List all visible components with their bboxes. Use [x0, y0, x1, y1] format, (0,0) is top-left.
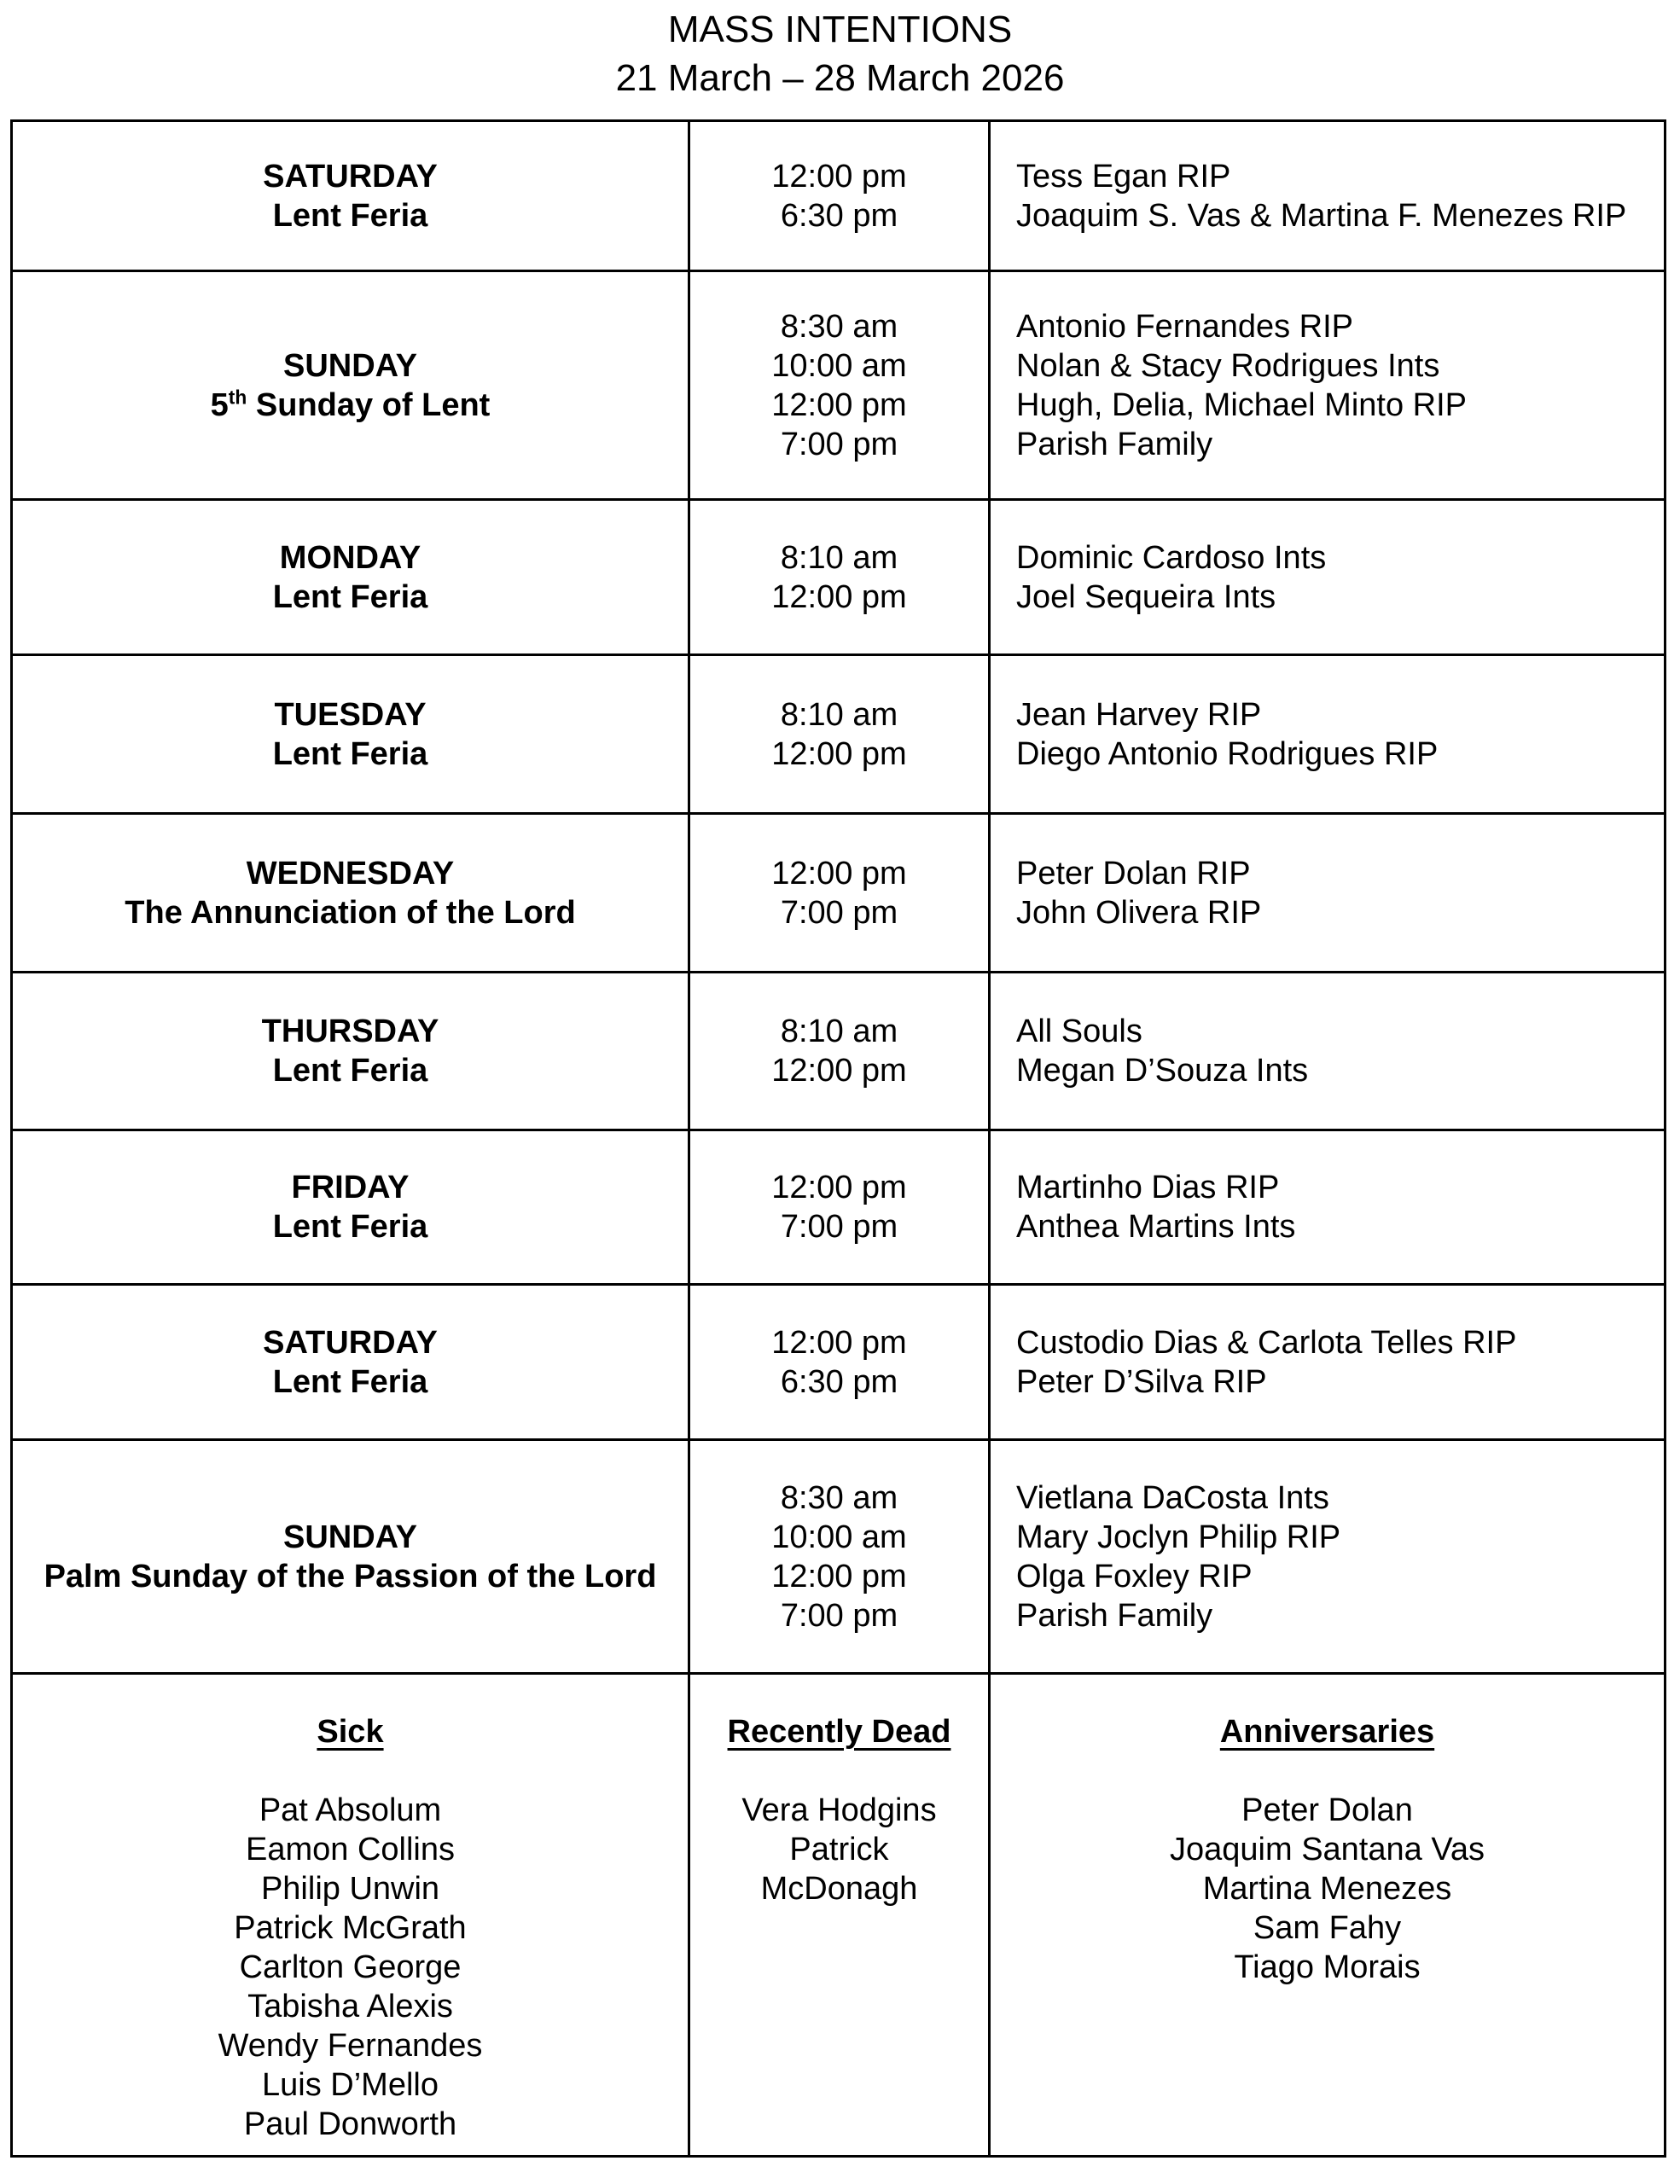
- memorial-section: [12, 1674, 1665, 2157]
- day-name: SATURDAY: [263, 158, 438, 195]
- sick-header: Sick: [317, 1714, 384, 1750]
- intentions-cell: [990, 973, 1665, 1130]
- anniversaries-name-list: [991, 1791, 1664, 1987]
- sick-name-list: [13, 1791, 688, 2144]
- intentions-cell: [990, 655, 1665, 814]
- mass-intention: Dominic Cardoso Ints: [1016, 539, 1327, 576]
- times-cell: [689, 655, 990, 814]
- mass-time: 12:00 pm: [771, 1558, 907, 1594]
- mass-intention: Diego Antonio Rodrigues RIP: [1016, 735, 1439, 772]
- mass-time: 8:10 am: [780, 1014, 898, 1049]
- times-cell: [689, 121, 990, 271]
- day-cell: [12, 500, 689, 655]
- mass-time: 7:00 pm: [780, 1597, 898, 1634]
- mass-intention: Jean Harvey RIP: [1016, 696, 1262, 733]
- times-cell: [689, 814, 990, 973]
- intentions-cell: [990, 1285, 1665, 1440]
- name-line: Martina Menezes: [1202, 1871, 1452, 1907]
- mass-intention: John Olivera RIP: [1016, 894, 1262, 931]
- page-title: MASS INTENTIONS: [667, 9, 1013, 50]
- name-line: Vera Hodgins: [741, 1792, 937, 1828]
- mass-time: 6:30 pm: [780, 197, 898, 234]
- mass-intention: Tess Egan RIP: [1016, 158, 1231, 195]
- mass-time: 7:00 pm: [780, 894, 898, 931]
- mass-time: 6:30 pm: [780, 1363, 898, 1400]
- name-line: Tiago Morais: [1234, 1949, 1421, 1985]
- intentions-cell: [990, 500, 1665, 655]
- times-cell: [689, 973, 990, 1130]
- schedule-row: [12, 973, 1665, 1130]
- intentions-cell: [990, 271, 1665, 500]
- mass-time: 12:00 pm: [771, 578, 907, 615]
- name-line: Patrick McDonagh: [760, 1832, 918, 1907]
- times-cell: [689, 500, 990, 655]
- mass-intention: Peter Dolan RIP: [1016, 855, 1251, 892]
- feast-name: Lent Feria: [272, 578, 428, 615]
- mass-intention: Anthea Martins Ints: [1016, 1209, 1296, 1245]
- mass-time: 12:00 pm: [771, 1053, 907, 1089]
- day-cell: [12, 973, 689, 1130]
- mass-time: 12:00 pm: [771, 735, 907, 772]
- mass-intention: Mary Joclyn Philip RIP: [1016, 1519, 1341, 1555]
- day-cell: [12, 1440, 689, 1674]
- day-name: TUESDAY: [274, 696, 427, 733]
- mass-intentions-table: [10, 119, 1666, 2158]
- intentions-cell: [990, 814, 1665, 973]
- mass-intention: Antonio Fernandes RIP: [1016, 308, 1354, 345]
- day-cell: [12, 1285, 689, 1440]
- feast-name: Lent Feria: [272, 1363, 428, 1400]
- name-line: Sam Fahy: [1253, 1910, 1402, 1946]
- intentions-cell: [990, 1440, 1665, 1674]
- anniversaries-header: Anniversaries: [1219, 1714, 1435, 1750]
- times-cell: [689, 1285, 990, 1440]
- day-name: WEDNESDAY: [246, 855, 455, 892]
- day-cell: [12, 271, 689, 500]
- mass-intention: Custodio Dias & Carlota Telles RIP: [1016, 1324, 1517, 1361]
- mass-time: 12:00 pm: [771, 1324, 907, 1361]
- sick-cell: [12, 1674, 689, 2157]
- times-cell: [689, 1130, 990, 1285]
- mass-intention: All Souls: [1016, 1014, 1142, 1049]
- day-cell: [12, 814, 689, 973]
- name-line: Wendy Fernandes: [218, 2028, 483, 2064]
- schedule-section: [12, 121, 1665, 1674]
- memorial-row: [12, 1674, 1665, 2157]
- feast-name: Palm Sunday of the Passion of the Lord: [44, 1558, 657, 1594]
- mass-intention: Joaquim S. Vas & Martina F. Menezes RIP: [1016, 197, 1627, 234]
- feast-name: Lent Feria: [272, 197, 428, 234]
- mass-intention: Vietlana DaCosta Ints: [1016, 1479, 1329, 1516]
- mass-time: 12:00 pm: [771, 855, 907, 892]
- recently-dead-cell: [689, 1674, 990, 2157]
- feast-name: Lent Feria: [272, 735, 428, 772]
- day-name: SATURDAY: [263, 1324, 438, 1361]
- feast-name: The Annunciation of the Lord: [125, 894, 576, 931]
- mass-time: 12:00 pm: [771, 1170, 907, 1205]
- name-line: Philip Unwin: [260, 1871, 440, 1907]
- feast-name: 5th Sunday of Lent: [210, 385, 491, 423]
- day-name: MONDAY: [279, 539, 421, 576]
- mass-intention: Parish Family: [1016, 1597, 1213, 1634]
- day-cell: [12, 655, 689, 814]
- day-name: SUNDAY: [283, 1519, 417, 1555]
- mass-intention: Joel Sequeira Ints: [1016, 578, 1276, 615]
- mass-time: 8:10 am: [780, 539, 898, 576]
- times-cell: [689, 271, 990, 500]
- mass-time: 8:30 am: [780, 1479, 898, 1516]
- schedule-row: [12, 814, 1665, 973]
- mass-time: 12:00 pm: [771, 158, 907, 195]
- mass-time: 12:00 pm: [771, 386, 907, 423]
- feast-name: Lent Feria: [272, 1209, 428, 1245]
- name-line: Carlton George: [239, 1949, 462, 1985]
- name-line: Paul Donworth: [243, 2106, 457, 2142]
- mass-intention: Peter D’Silva RIP: [1016, 1363, 1267, 1400]
- schedule-row: [12, 121, 1665, 271]
- day-name: THURSDAY: [261, 1014, 439, 1049]
- schedule-row: [12, 500, 1665, 655]
- mass-intention: Parish Family: [1016, 426, 1213, 462]
- mass-time: 10:00 am: [771, 1519, 907, 1555]
- day-cell: [12, 1130, 689, 1285]
- anniversaries-cell: [990, 1674, 1665, 2157]
- name-line: Luis D’Mello: [262, 2067, 439, 2103]
- mass-intention: Megan D’Souza Ints: [1016, 1053, 1309, 1089]
- schedule-row: [12, 655, 1665, 814]
- mass-time: 8:10 am: [780, 696, 898, 733]
- schedule-row: [12, 1130, 1665, 1285]
- recently-dead-name-list: [715, 1791, 964, 1908]
- name-line: Tabisha Alexis: [247, 1989, 453, 2024]
- name-line: Eamon Collins: [246, 1832, 455, 1867]
- mass-intention: Martinho Dias RIP: [1016, 1170, 1280, 1205]
- day-name: SUNDAY: [283, 347, 417, 384]
- schedule-row: [12, 271, 1665, 500]
- day-cell: [12, 121, 689, 271]
- name-line: Peter Dolan: [1241, 1792, 1413, 1828]
- intentions-cell: [990, 121, 1665, 271]
- day-name: FRIDAY: [291, 1170, 410, 1205]
- mass-time: 10:00 am: [771, 347, 907, 384]
- mass-intention: Hugh, Delia, Michael Minto RIP: [1016, 386, 1467, 423]
- name-line: Patrick McGrath: [234, 1910, 467, 1946]
- feast-name: Lent Feria: [272, 1053, 428, 1089]
- name-line: Pat Absolum: [259, 1792, 442, 1828]
- name-line: Joaquim Santana Vas: [1170, 1832, 1485, 1867]
- schedule-row: [12, 1440, 1665, 1674]
- mass-time: 7:00 pm: [780, 426, 898, 462]
- mass-time: 8:30 am: [780, 308, 898, 345]
- schedule-row: [12, 1285, 1665, 1440]
- recently-dead-header: Recently Dead: [727, 1714, 951, 1750]
- mass-intention: Nolan & Stacy Rodrigues Ints: [1016, 347, 1440, 384]
- date-range: 21 March – 28 March 2026: [615, 57, 1065, 99]
- intentions-cell: [990, 1130, 1665, 1285]
- mass-time: 7:00 pm: [780, 1209, 898, 1245]
- mass-intention: Olga Foxley RIP: [1016, 1558, 1253, 1594]
- times-cell: [689, 1440, 990, 1674]
